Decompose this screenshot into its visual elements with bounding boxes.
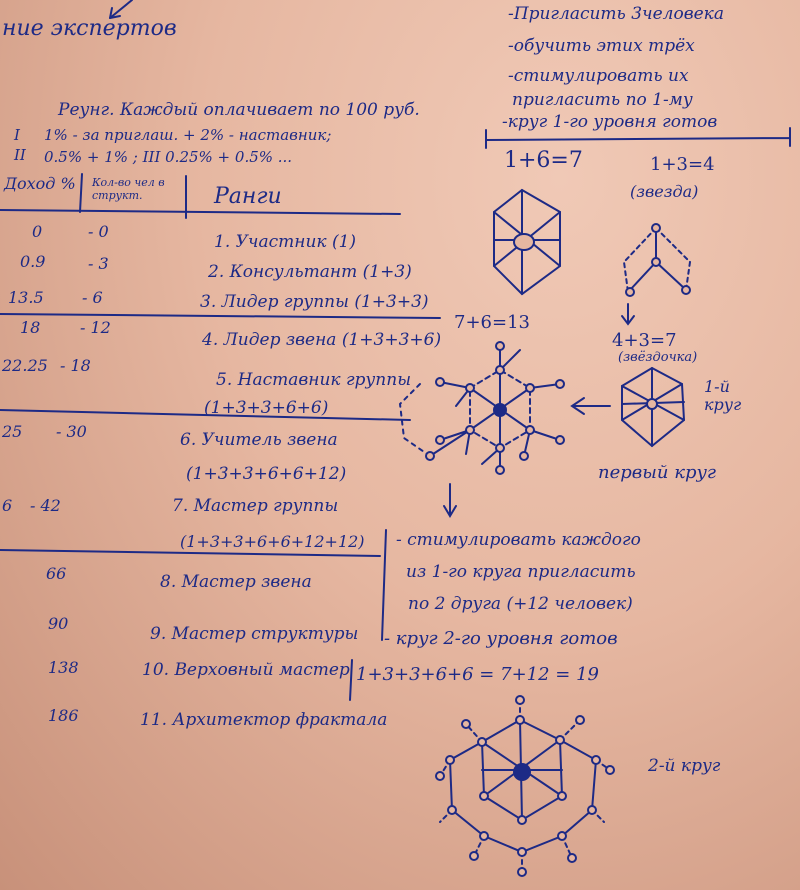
top-arrow [110, 0, 132, 18]
row-rank: 2. Консультант (1+3) [208, 262, 412, 282]
down-arrow [444, 484, 456, 516]
thirteen-graph [400, 342, 564, 474]
row-count: - 0 [88, 222, 109, 241]
hexagon-graph [494, 190, 560, 294]
vertical-bracket [382, 530, 386, 640]
table-line-2 [0, 410, 410, 420]
todo-line-4: пригласить по 1-му [512, 90, 693, 110]
row-count: - 6 [82, 288, 103, 307]
todo-line-1: -Пригласить 3человека [508, 4, 724, 24]
star-label: (звезда) [630, 182, 699, 201]
row-rank: 7. Мастер группы [172, 496, 339, 516]
row-rank: 4. Лидер звена (1+3+3+6) [202, 330, 442, 350]
row-count: - 30 [56, 422, 87, 441]
note2-line-1: - стимулировать каждого [396, 530, 641, 550]
table-header-line [0, 210, 400, 214]
note2-line-3: по 2 друга (+12 человек) [408, 594, 633, 614]
row-income: 0 [32, 222, 43, 241]
payment-roman-1: I [14, 126, 20, 144]
equation-4-3: 4+3=7 [612, 330, 677, 351]
first-circle-label: первый круг [598, 462, 717, 483]
payment-line-2: 1% - за приглаш. + 2% - наставник; [44, 126, 332, 144]
left-arrow [572, 398, 610, 414]
row-income: 90 [48, 614, 69, 633]
row-income: 25 [2, 422, 23, 441]
todo-line-3: -стимулировать их [508, 66, 689, 86]
row-income: 18 [20, 318, 41, 337]
todo-bracket [486, 128, 790, 148]
row-count: - 42 [30, 496, 61, 515]
col-header-count: Кол-во чел в структ. [92, 176, 165, 202]
todo-line-2: -обучить этих трёх [508, 36, 695, 56]
todo-line-5: -круг 1-го уровня готов [502, 112, 718, 132]
row-count: - 18 [60, 356, 91, 375]
note2-line-4: - круг 2-го уровня готов [384, 628, 618, 649]
second-circle-label: 2-й круг [648, 756, 721, 776]
star-graph-solid [626, 224, 690, 296]
payment-line-3: 0.5% + 1% ; III 0.25% + 0.5% ... [44, 148, 293, 166]
row-rank-formula: (1+3+3+6+6+12+12) [180, 532, 365, 551]
table-col-divider-1 [80, 174, 82, 212]
equation-19: 1+3+3+6+6 = 7+12 = 19 [356, 664, 599, 685]
row-income: 138 [48, 658, 79, 677]
row-rank: 10. Верховный мастер [142, 660, 350, 680]
note2-line-2: из 1-го круга пригласить [406, 562, 636, 582]
row-income: 66 [46, 564, 67, 583]
row-rank: 9. Мастер структуры [150, 624, 359, 644]
row-rank-formula: (1+3+3+6+6) [204, 398, 329, 418]
row-rank: 6. Учитель звена [180, 430, 338, 450]
row-rank: 1. Участник (1) [214, 232, 357, 252]
second-circle-graph [436, 696, 614, 876]
first-circle-hexagon [622, 368, 684, 446]
first-circle-side-label: 1-й круг [704, 377, 742, 414]
equation-1-3: 1+3=4 [650, 154, 715, 175]
row-income: 13.5 [8, 288, 44, 307]
col-header-income: Доход % [4, 174, 76, 193]
table-line-1 [0, 314, 440, 318]
row-income: 0.9 [20, 252, 46, 271]
payment-line-1: Реунг. Каждый оплачивает по 100 руб. [58, 100, 420, 120]
row-rank: 8. Мастер звена [160, 572, 312, 592]
row-income: 22.25 [2, 356, 48, 375]
row-count: - 12 [80, 318, 111, 337]
row-income: 6 [2, 496, 13, 515]
equation-7-6: 7+6=13 [454, 312, 530, 333]
small-star-label: (звёздочка) [618, 350, 698, 365]
table-line-3 [0, 550, 380, 556]
payment-roman-2: II [14, 146, 26, 164]
row-income: 186 [48, 706, 79, 725]
down-arrow-small [622, 304, 634, 324]
row-rank: 11. Архитектор фрактала [140, 710, 388, 730]
row-rank: 3. Лидер группы (1+3+3) [200, 292, 429, 312]
col-header-rank: Ранги [214, 184, 282, 209]
small-bracket [350, 660, 352, 700]
equation-1-6: 1+6=7 [504, 148, 583, 173]
row-rank: 5. Наставник группы [216, 370, 412, 390]
row-rank-formula: (1+3+3+6+6+12) [186, 464, 347, 484]
row-count: - 3 [88, 254, 109, 273]
header-fragment: ние экспертов [2, 16, 177, 41]
